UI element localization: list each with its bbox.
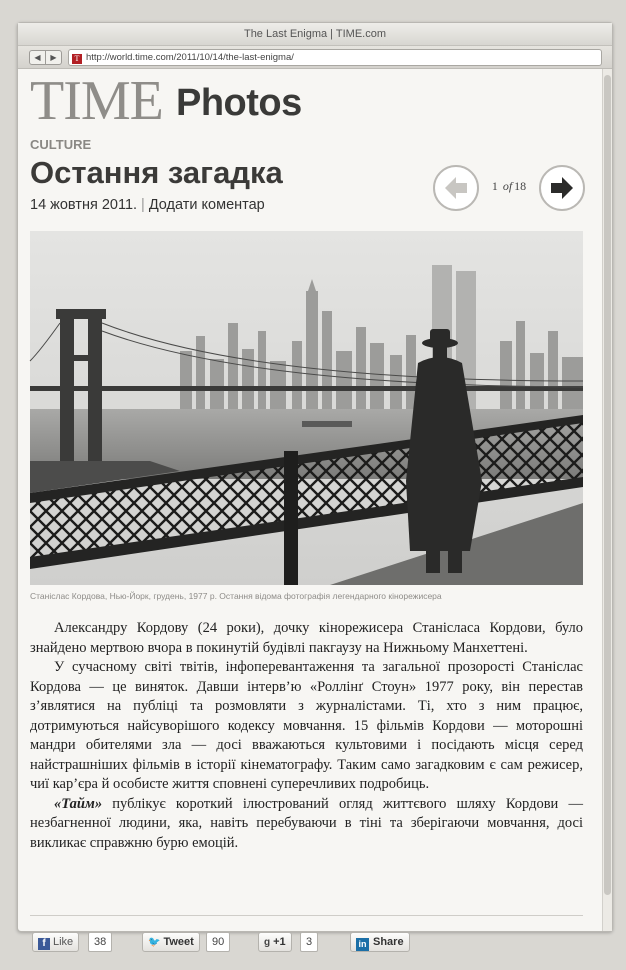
- page-title: Остання загадка: [30, 155, 283, 190]
- forward-button[interactable]: ▶: [45, 50, 62, 65]
- article-paragraph-3: «Тайм» публікує короткий ілюстрований огляд життєвого шляху Кордови — незбагненної людини, яка, навіть перебуваючи в тіні та зберігаючи мовчання, досі викликає справжню бурю емоцій.: [30, 795, 583, 851]
- facebook-icon: f: [38, 938, 50, 950]
- time-mention: «Тайм»: [54, 795, 103, 812]
- tweet-count: 90: [206, 932, 230, 952]
- google-icon: g: [264, 937, 271, 948]
- article-paragraph-1: Александру Кордову (24 роки), дочку кінорежисера Станісласа Кордови, було знайдено мертвою вчора в покинутій будівлі пакгаузу на Нижньому Манхеттені.: [30, 620, 583, 656]
- article-meta: 14 жовтня 2011. | Додати коментар: [30, 197, 265, 213]
- browser-window: [17, 22, 613, 949]
- brooklyn-bridge-photo: [30, 231, 583, 585]
- arrow-right-icon: [541, 167, 583, 209]
- linkedin-share-button[interactable]: in Share: [350, 932, 410, 952]
- share-divider: [30, 915, 583, 916]
- back-button[interactable]: ◀: [29, 50, 46, 65]
- previous-photo-button[interactable]: [433, 165, 479, 211]
- hero-photo[interactable]: [30, 231, 583, 585]
- article-paragraph-2: У сучасному світі твітів, інфоперевантаження та загальної прозорості Станіслас Кордова — це виняток. Давши інтерв’ю «Роллінґ Стоун» 1977 року, він перестав з’являтися на публіці та розмовляти з журналістами. Ті, хто з ним працює, дотримуються найсуворішого кодексу мовчання. 15 фільмів Кордови — моторошні мандри обителями зла — досі вважаються культовими і посідають місця серед найстрашніших фільмів в історії кінематографу. Таким само загадковим є сам режисер, чиї кар’єра й особисте життя сповнені суперечливих подробиць.: [30, 659, 583, 792]
- scroll-thumb[interactable]: [604, 75, 611, 895]
- facebook-like-count: 38: [88, 932, 112, 952]
- add-comment-link[interactable]: Додати коментар: [148, 197, 265, 213]
- page-content: [30, 69, 595, 954]
- article-date: 14 жовтня 2011.: [30, 197, 138, 213]
- google-plus-one-button[interactable]: g +1: [258, 932, 292, 952]
- google-plus-count: 3: [300, 932, 318, 952]
- section-label[interactable]: CULTURE: [30, 137, 92, 152]
- article-body: [30, 619, 583, 853]
- scrollbar[interactable]: [602, 69, 612, 931]
- photo-caption: Станіслас Кордова, Нью-Йорк, грудень, 1977 р. Остання відома фотографія легендарного кінорежисера: [30, 591, 442, 601]
- twitter-bird-icon: 🐦: [148, 937, 161, 948]
- arrow-left-icon: [435, 167, 477, 209]
- browser-toolbar: [18, 46, 612, 69]
- photo-counter: 1 of 18: [491, 179, 527, 193]
- time-favicon-icon: T: [72, 54, 82, 64]
- facebook-like-button[interactable]: f Like: [32, 932, 79, 952]
- gallery-navigation: [433, 165, 585, 215]
- address-bar[interactable]: [68, 49, 602, 66]
- next-photo-button[interactable]: [539, 165, 585, 211]
- linkedin-icon: in: [356, 938, 369, 951]
- masthead[interactable]: [30, 69, 595, 132]
- url-text: http://world.time.com/2011/10/14/the-last-enigma/: [86, 52, 294, 63]
- share-bar: [30, 932, 595, 954]
- brand-photos-label: Photos: [176, 82, 302, 124]
- brand-time-logo: TIME: [30, 70, 163, 132]
- tweet-button[interactable]: 🐦 Tweet: [142, 932, 200, 952]
- window-title: The Last Enigma | TIME.com: [18, 23, 612, 46]
